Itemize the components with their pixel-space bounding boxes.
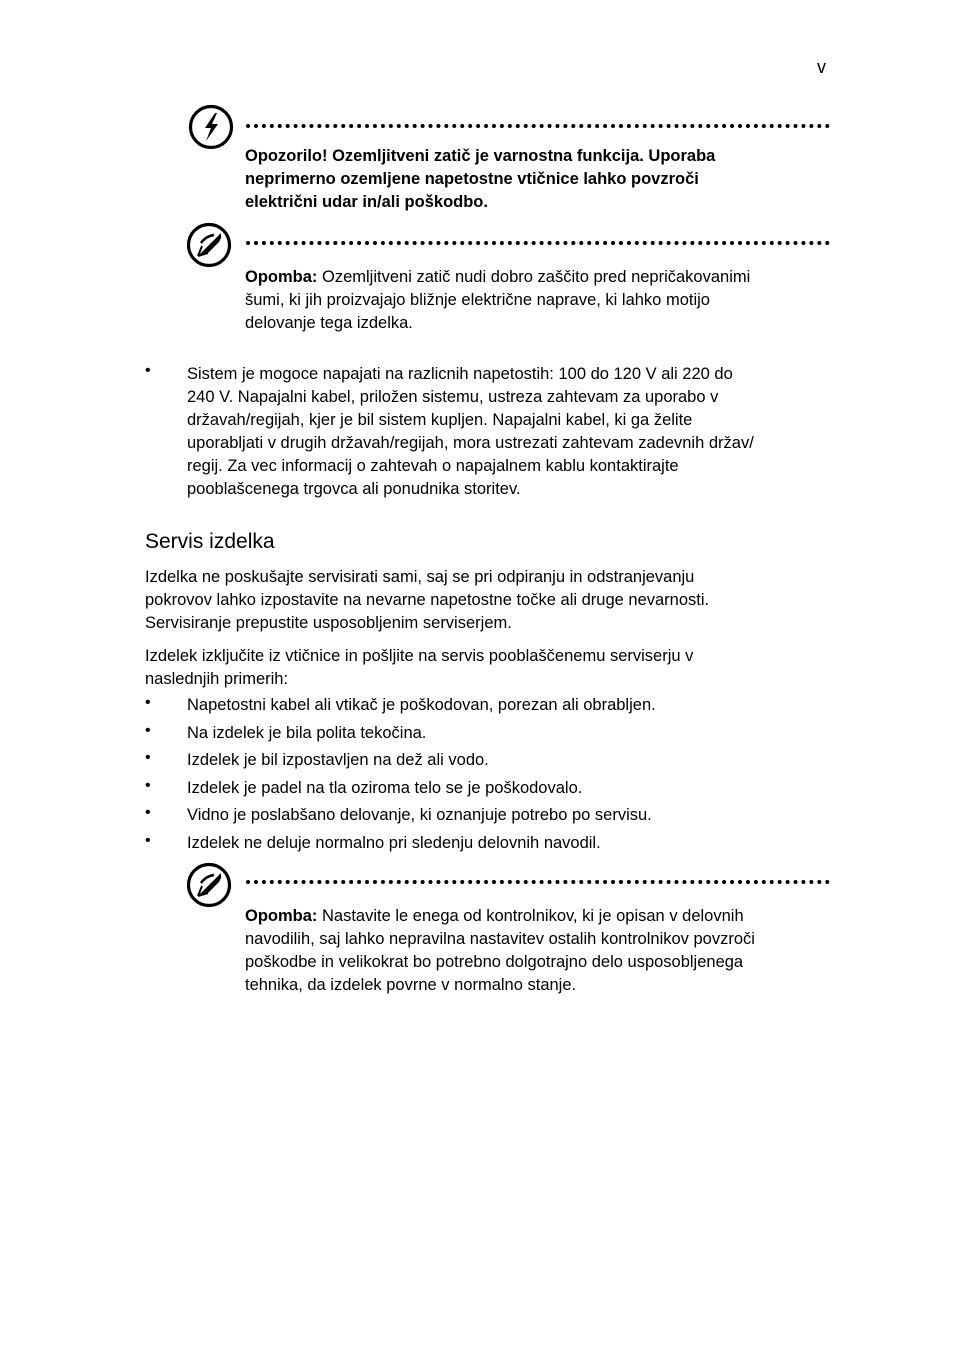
dotted-divider — [246, 124, 830, 128]
list-item — [145, 722, 845, 750]
note-line: tehnika, da izdelek povrne v normalno stanje. — [245, 976, 577, 994]
bullet-marker: • — [145, 749, 151, 767]
page-number: v — [817, 57, 826, 77]
text-line: Servisiranje prepustite usposobljenim serviserjem. — [145, 614, 512, 632]
bullet-marker: • — [145, 362, 151, 379]
note-line: šumi, ki jih proizvajajo bližnje električne naprave, ki lahko motijo — [245, 291, 710, 309]
warning-line: Opozorilo! Ozemljitveni zatič je varnostna funkcija. Uporaba — [245, 147, 716, 165]
service-paragraph — [145, 645, 693, 691]
text-line: naslednjih primerih: — [145, 670, 289, 688]
text-line: pooblašcenega trgovca ali ponudnika storitev. — [187, 480, 521, 498]
text-line: Izdelka ne poskušajte servisirati sami, saj se pri odpiranju in odstranjevanju — [145, 568, 695, 586]
warning-text — [245, 145, 715, 214]
list-item — [145, 832, 845, 860]
list-item — [145, 777, 845, 805]
text-line: Sistem je mogoce napajati na razlicnih napetostih: 100 do 120 V ali 220 do — [187, 365, 733, 383]
bullet-marker: • — [145, 694, 151, 711]
text-line: uporabljati v drugih državah/regijah, mora ustrezati zahtevam zadevnih držav/ — [187, 434, 754, 452]
note-line: poškodbe in velikokrat bo potrebno dolgotrajno delo usposobljenega — [245, 953, 744, 971]
text-line: regij. Za vec informacij o zahtevah o napajalnem kablu kontaktirajte — [187, 457, 679, 475]
note-pen-icon — [186, 222, 230, 266]
note-text — [245, 266, 750, 335]
text-line: državah/regijah, kjer je bil sistem kupljen. Napajalni kabel, ki ga želite — [187, 411, 693, 429]
service-paragraph — [145, 566, 709, 635]
dotted-divider — [246, 241, 830, 245]
text-line: pokrovov lahko izpostavite na nevarne napetostne točke ali druge nevarnosti. — [145, 591, 710, 609]
voltage-paragraph — [187, 363, 754, 501]
lightning-warning-icon — [188, 104, 232, 148]
text-line: 240 V. Napajalni kabel, priložen sistemu, ustreza zahtevam za uporabo v — [187, 388, 719, 406]
bullet-marker: • — [145, 721, 151, 739]
list-item-text: Izdelek ne deluje normalno pri sledenju delovnih navodil. — [187, 833, 601, 852]
bullet-marker: • — [145, 804, 151, 822]
list-item-text: Izdelek je bil izpostavljen na dež ali vodo. — [187, 751, 489, 770]
list-item-text: Napetostni kabel ali vtikač je poškodovan, porezan ali obrabljen. — [187, 696, 656, 714]
note-line: navodilih, saj lahko nepravilna nastavitev ostalih kontrolnikov povzroči — [245, 930, 755, 948]
note-line: delovanje tega izdelka. — [245, 314, 413, 332]
note-label: Opomba: — [245, 268, 318, 286]
list-item — [145, 749, 845, 777]
section-heading: Servis izdelka — [145, 530, 275, 553]
dotted-divider — [246, 880, 830, 884]
bullet-marker: • — [145, 831, 151, 849]
note-text — [245, 905, 755, 997]
note-line: Nastavite le enega od kontrolnikov, ki je opisan v delovnih — [317, 907, 744, 925]
service-bullet-list — [145, 694, 845, 860]
note-label: Opomba: — [245, 907, 318, 925]
warning-line: električni udar in/ali poškodbo. — [245, 193, 488, 211]
list-item — [145, 804, 845, 832]
list-item-text: Na izdelek je bila polita tekočina. — [187, 723, 427, 742]
list-item-text: Izdelek je padel na tla oziroma telo se je poškodovalo. — [187, 778, 583, 797]
bullet-marker: • — [145, 776, 151, 794]
warning-line: neprimerno ozemljene napetostne vtičnice lahko povzroči — [245, 170, 699, 188]
list-item-text: Vidno je poslabšano delovanje, ki oznanjuje potrebo po servisu. — [187, 806, 652, 825]
note-line: Ozemljitveni zatič nudi dobro zaščito pred nepričakovanimi — [317, 268, 751, 286]
note-pen-icon — [186, 862, 230, 906]
text-line: Izdelek izključite iz vtičnice in pošljite na servis pooblaščenemu serviserju v — [145, 647, 694, 665]
list-item — [145, 694, 845, 722]
